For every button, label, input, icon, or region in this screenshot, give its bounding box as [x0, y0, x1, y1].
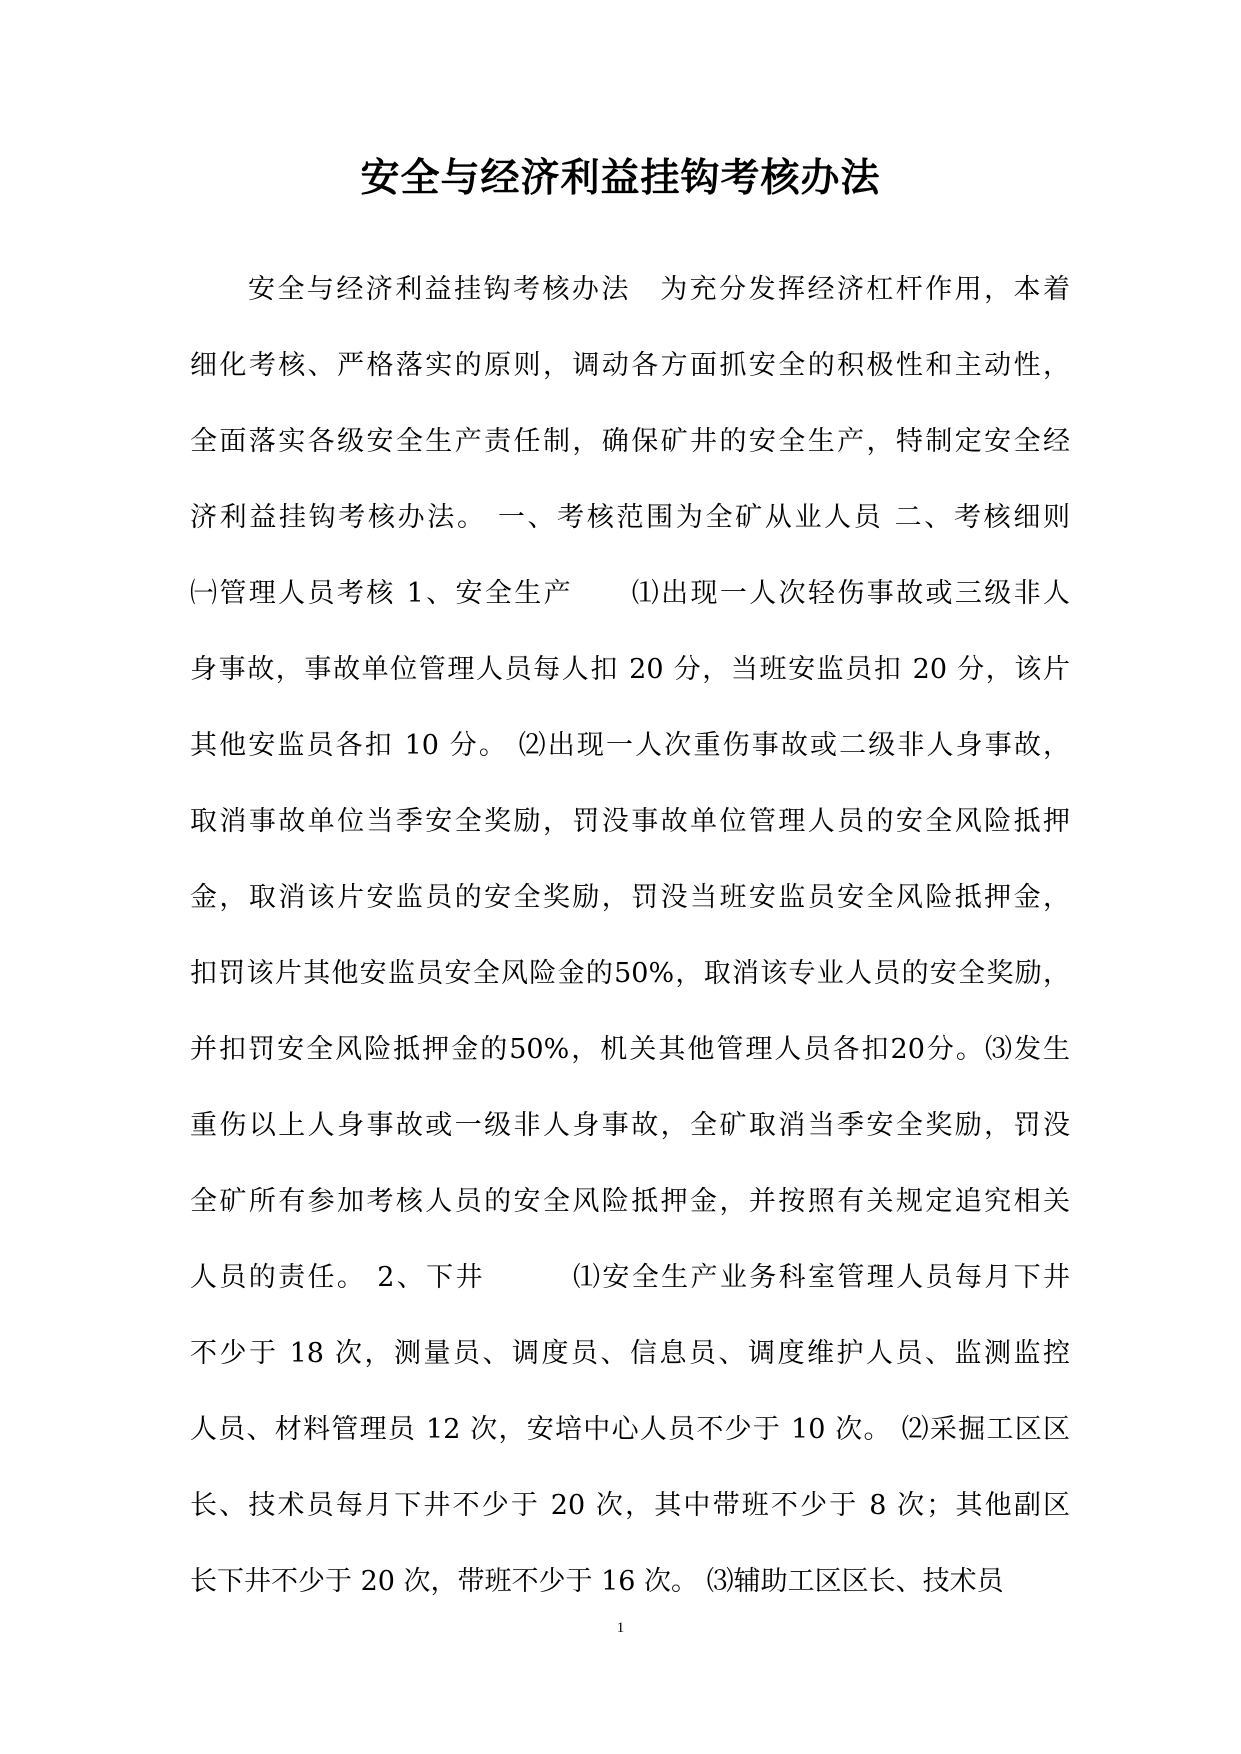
body-line: 济利益挂钩考核办法。 一、考核范围为全矿从业人员 二、考核细则: [190, 502, 1070, 533]
body-line: 其他安监员各扣 10 分。 ⑵出现一人次重伤事故或二级非人身事故，: [190, 730, 1070, 761]
body-line: 身事故，事故单位管理人员每人扣 20 分，当班安监员扣 20 分，该片: [190, 654, 1070, 685]
page-number: 1: [616, 1620, 625, 1636]
body-line: 人员、材料管理员 12 次，安培中心人员不少于 10 次。 ⑵采掘工区区: [190, 1414, 1070, 1445]
body-line: 不少于 18 次，测量员、调度员、信息员、调度维护人员、监测监控: [190, 1338, 1070, 1369]
body-line: 重伤以上人身事故或一级非人身事故，全矿取消当季安全奖励，罚没: [190, 1110, 1070, 1141]
body-line: 细化考核、严格落实的原则，调动各方面抓安全的积极性和主动性，: [190, 350, 1070, 381]
body-line: 长下井不少于 20 次，带班不少于 16 次。 ⑶辅助工区区长、技术员: [190, 1566, 1004, 1597]
body-line: 取消事故单位当季安全奖励，罚没事故单位管理人员的安全风险抵押: [190, 806, 1070, 837]
body-line: 扣罚该片其他安监员安全风险金的50%，取消该专业人员的安全奖励，: [190, 958, 1070, 989]
body-line: 全面落实各级安全生产责任制，确保矿井的安全生产，特制定安全经: [190, 426, 1070, 457]
body-line: 并扣罚安全风险抵押金的50%，机关其他管理人员各扣20分。⑶发生: [190, 1034, 1070, 1065]
body-line: 金，取消该片安监员的安全奖励，罚没当班安监员安全风险抵押金，: [190, 882, 1070, 913]
document-title: 安全与经济利益挂钩考核办法: [360, 155, 881, 201]
body-line: 人员的责任。 2、下井 ⑴安全生产业务科室管理人员每月下井: [190, 1262, 1070, 1293]
body-line: 安全与经济利益挂钩考核办法 为充分发挥经济杠杆作用，本着: [248, 274, 1070, 305]
body-line: ㈠管理人员考核 1、安全生产 ⑴出现一人次轻伤事故或三级非人: [190, 578, 1070, 609]
body-line: 长、技术员每月下井不少于 20 次，其中带班不少于 8 次；其他副区: [190, 1490, 1070, 1521]
body-line: 全矿所有参加考核人员的安全风险抵押金，并按照有关规定追究相关: [190, 1186, 1070, 1217]
document-body: [190, 252, 1070, 1620]
